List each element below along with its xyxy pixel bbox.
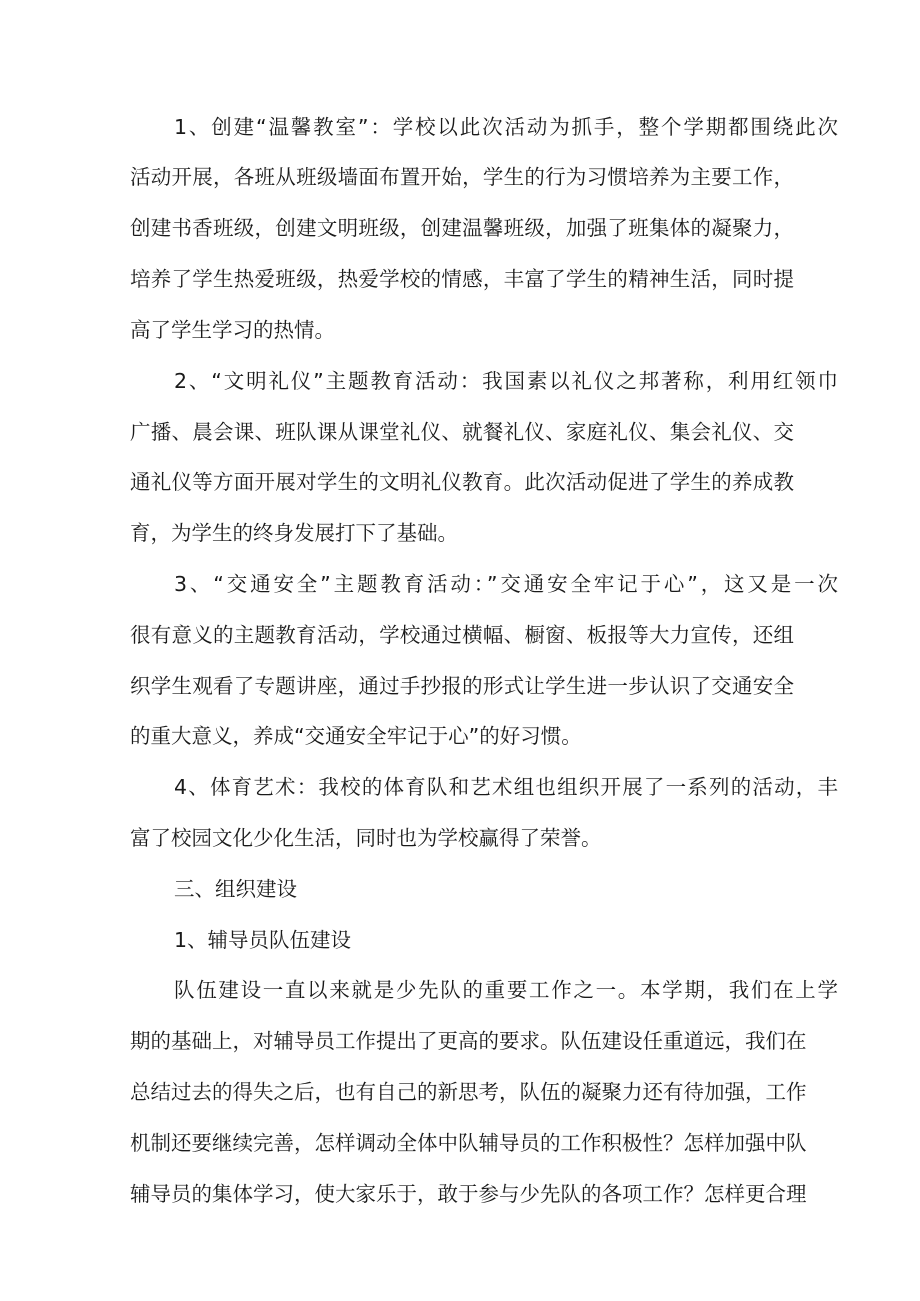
paragraph-5-line-4: 机制还要继续完善，怎样调动全体中队辅导员的工作积极性？怎样加强中队 xyxy=(130,1131,807,1155)
paragraph-3-line-4: 的重大意义，养成“交通安全牢记于心”的好习惯。 xyxy=(130,724,582,748)
paragraph-5-line-1: 队伍建设一直以来就是少先队的重要工作之一。本学期，我们在上学 xyxy=(174,978,838,1002)
paragraph-5-line-5: 辅导员的集体学习，使大家乐于，敢于参与少先队的各项工作？怎样更合理 xyxy=(130,1182,807,1206)
paragraph-3-line-2: 很有意义的主题教育活动，学校通过横幅、橱窗、板报等大力宣传，还组 xyxy=(130,623,794,647)
paragraph-5-line-2: 期的基础上，对辅导员工作提出了更高的要求。队伍建设任重道远，我们在 xyxy=(130,1029,807,1053)
paragraph-2-line-2: 广播、晨会课、班队课从课堂礼仪、就餐礼仪、家庭礼仪、集会礼仪、交 xyxy=(130,420,794,444)
paragraph-2-line-4: 育，为学生的终身发展打下了基础。 xyxy=(130,521,458,545)
paragraph-2-line-3: 通礼仪等方面开展对学生的文明礼仪教育。此次活动促进了学生的养成教 xyxy=(130,470,794,494)
subsection-heading: 1、辅导员队伍建设 xyxy=(174,928,352,952)
paragraph-2-line-1: 2、“文明礼仪”主题教育活动：我国素以礼仪之邦著称，利用红领巾 xyxy=(174,369,838,393)
paragraph-5-line-3: 总结过去的得失之后，也有自己的新思考，队伍的凝聚力还有待加强，工作 xyxy=(130,1080,807,1104)
paragraph-1-line-1: 1、创建“温馨教室”：学校以此次活动为抓手，整个学期都围绕此次 xyxy=(174,115,838,139)
paragraph-3-line-1: 3、“交通安全”主题教育活动：”交通安全牢记于心”，这又是一次 xyxy=(174,572,838,596)
section-heading: 三、组织建设 xyxy=(174,877,297,901)
paragraph-4-line-1: 4、体育艺术：我校的体育队和艺术组也组织开展了一系列的活动，丰 xyxy=(174,775,838,799)
paragraph-1-line-3: 创建书香班级，创建文明班级，创建温馨班级，加强了班集体的凝聚力， xyxy=(130,216,794,240)
paragraph-1-line-5: 高了学生学习的热情。 xyxy=(130,318,335,342)
paragraph-3-line-3: 织学生观看了专题讲座，通过手抄报的形式让学生进一步认识了交通安全 xyxy=(130,674,794,698)
paragraph-4-line-2: 富了校园文化少化生活，同时也为学校赢得了荣誉。 xyxy=(130,826,602,850)
paragraph-1-line-2: 活动开展，各班从班级墙面布置开始，学生的行为习惯培养为主要工作， xyxy=(130,165,794,189)
paragraph-1-line-4: 培养了学生热爱班级，热爱学校的情感，丰富了学生的精神生活，同时提 xyxy=(130,267,794,291)
